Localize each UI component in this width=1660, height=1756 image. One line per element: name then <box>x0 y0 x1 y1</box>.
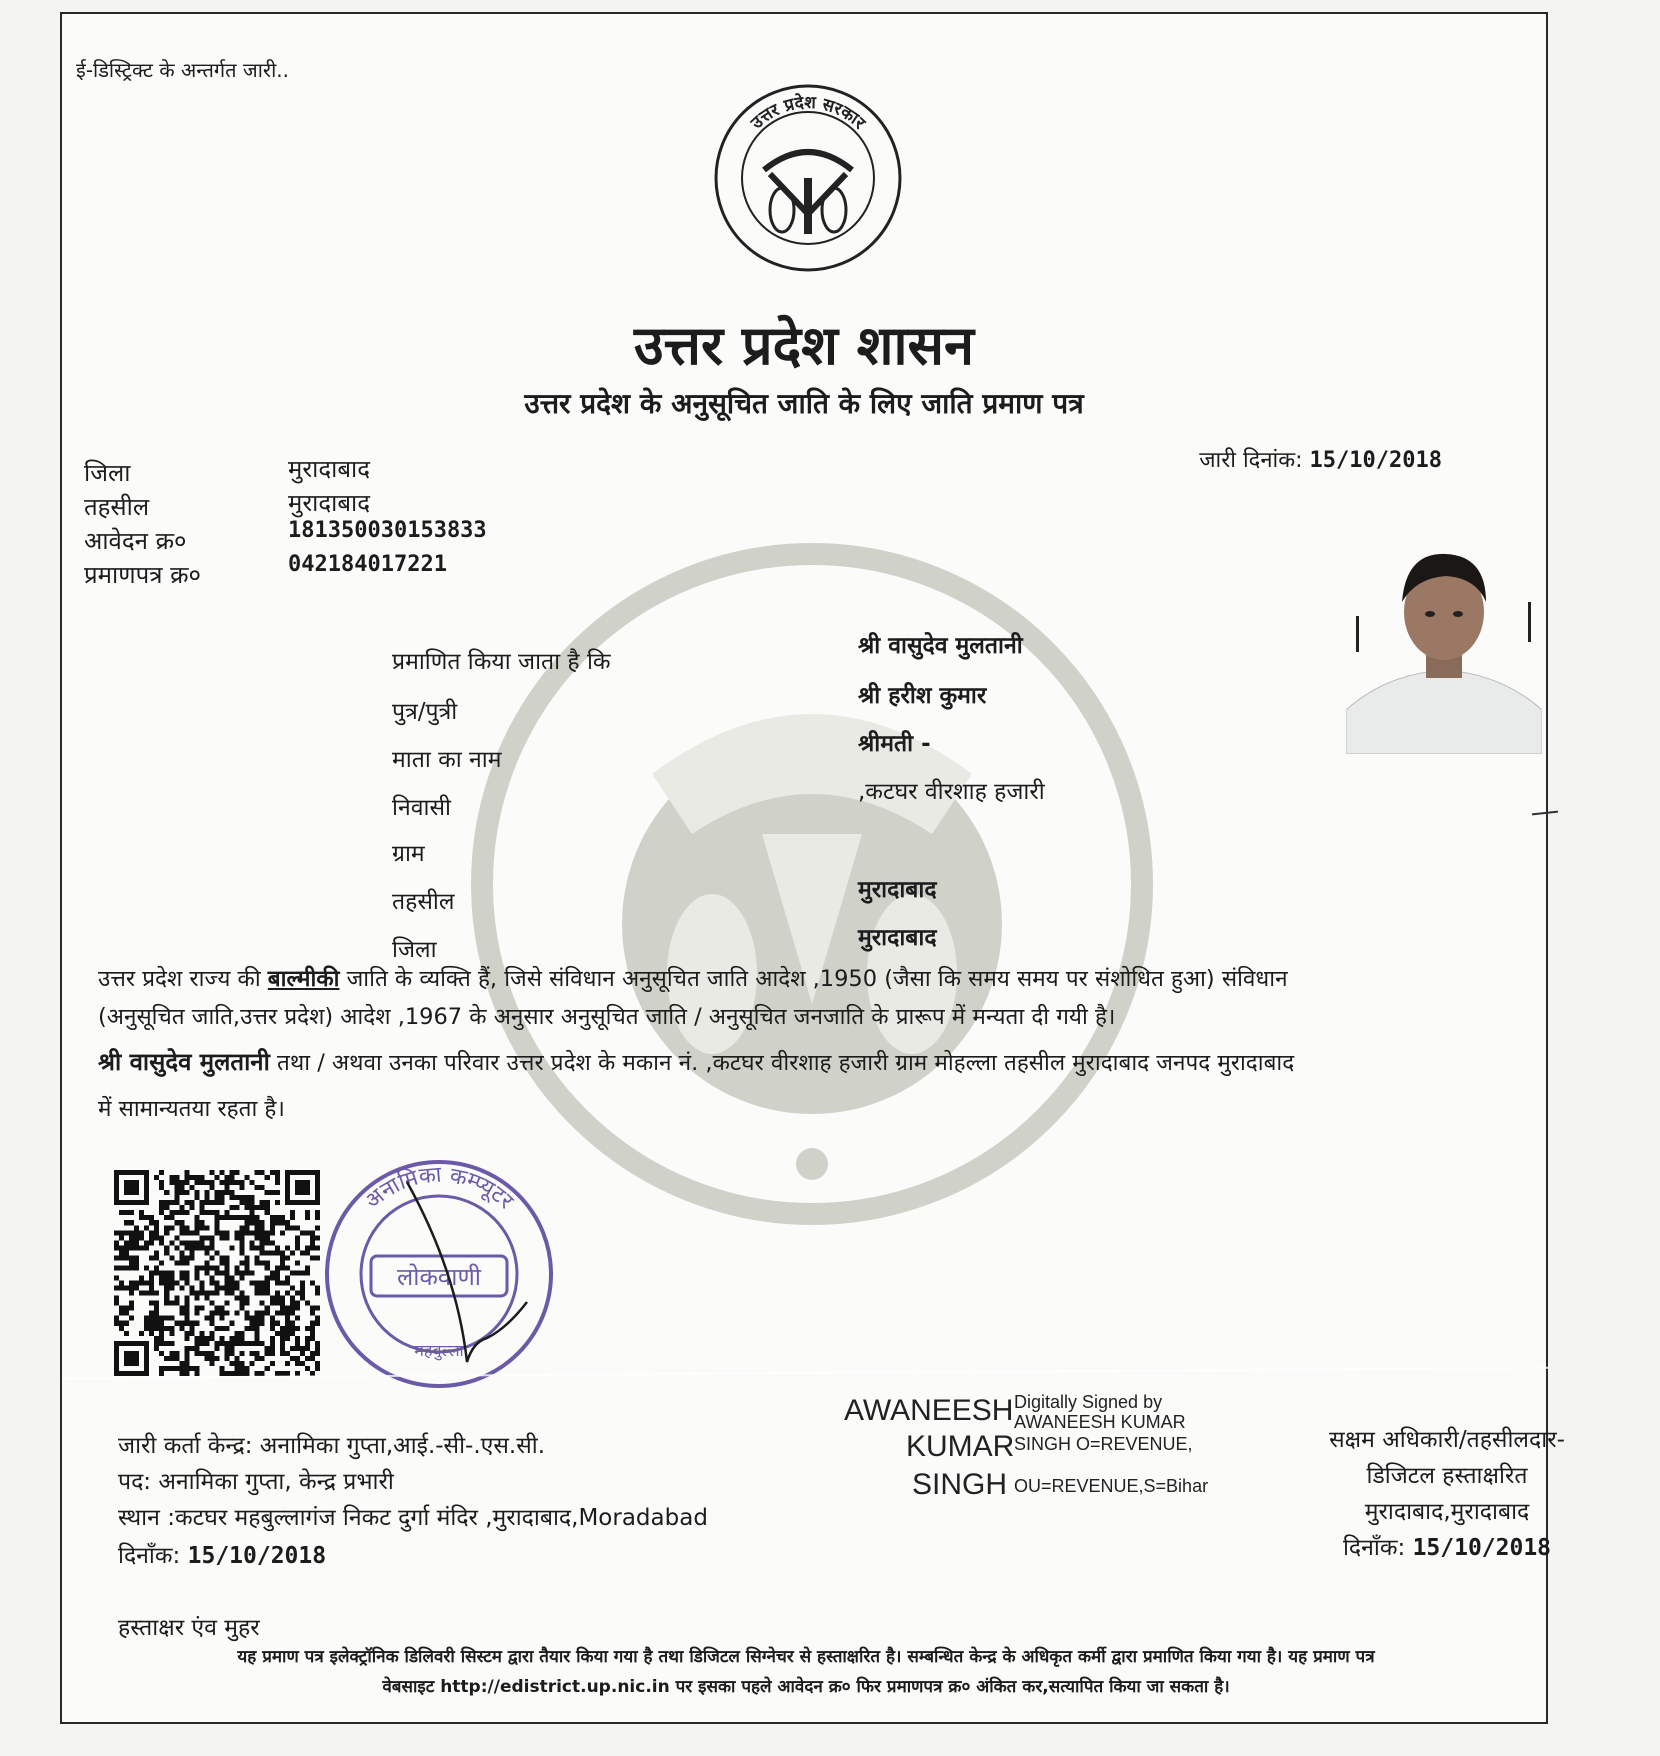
issue-date-value: 15/10/2018 <box>1309 448 1442 473</box>
detail-label-village: ग्राम <box>392 841 425 867</box>
photo-mark <box>1532 811 1558 816</box>
issuer-date: दिनाँक: 15/10/2018 <box>118 1543 327 1569</box>
signature-seal-label: हस्ताक्षर एंव मुहर <box>118 1615 260 1641</box>
detail-label-tehsil: तहसील <box>392 889 455 915</box>
detail-value-name: श्री वासुदेव मुलतानी <box>858 633 1023 659</box>
digital-signature: AWANEESH KUMAR SINGH Digitally Signed by AWANEESH KUMAR SINGH O=REVENUE, OU=REVENUE,S=Bihar <box>844 1392 1209 1501</box>
caste-name: बाल्मीकी <box>267 966 340 992</box>
meta-label-application-no: आवेदन क्र० <box>84 527 187 555</box>
center-seal-stamp <box>317 1152 561 1396</box>
authority-title: सक्षम अधिकारी/तहसीलदार- <box>1329 1427 1565 1453</box>
body-line-3: श्री वासुदेव मुलतानी तथा / अथवा उनका परिवार उत्तर प्रदेश के मकान नं. ,कटघर वीरशाह हजारी ग्राम मोहल्ला तहसील मुरादाबाद जनपद मुरादाबाद <box>98 1048 1295 1076</box>
meta-value-certificate-no: 042184017221 <box>288 552 447 577</box>
meta-value-district: मुरादाबाद <box>288 455 371 483</box>
certificate-subtitle: उत्तर प्रदेश के अनुसूचित जाति के लिए जाति प्रमाण पत्र <box>524 387 1084 420</box>
detail-value-resident: ,कटघर वीरशाह हजारी <box>858 779 1045 805</box>
up-government-emblem <box>712 82 904 274</box>
detail-value-tehsil: मुरादाबाद <box>858 877 937 903</box>
authority-digital: डिजिटल हस्ताक्षरित <box>1366 1463 1528 1489</box>
body-line-1: उत्तर प्रदेश राज्य की बाल्मीकी जाति के व्यक्ति हैं, जिसे संविधान अनुसूचित जाति आदेश ,1950 (जैसा कि समय समय पर संशोधित हुआ) संविधान <box>98 966 1288 992</box>
svg-text:उत्तर प्रदेश सरकार: उत्तर प्रदेश सरकार <box>747 92 870 134</box>
meta-value-tehsil: मुरादाबाद <box>288 489 371 517</box>
svg-text:महबुल्ला: महबुल्ला <box>414 1341 464 1360</box>
body-line-2: (अनुसूचित जाति,उत्तर प्रदेश) आदेश ,1967 के अनुसार अनुसूचित जाति / अनुसूचित जनजाति के प्रारूप में मन्यता दी गयी है। <box>98 1004 1116 1030</box>
svg-text:अनामिका कम्प्यूटर: अनामिका कम्प्यूटर <box>360 1162 518 1215</box>
meta-label-district: जिला <box>84 459 131 487</box>
meta-label-tehsil: तहसील <box>84 493 150 521</box>
svg-text:लोकवाणी: लोकवाणी <box>396 1263 482 1291</box>
body-holder-name: श्री वासुदेव मुलतानी <box>98 1048 270 1076</box>
qr-code <box>114 1170 320 1376</box>
detail-label-district: जिला <box>392 937 437 963</box>
issuer-center: जारी कर्ता केन्द्र: अनामिका गुप्ता,आई.-सी-.एस.सी. <box>118 1433 546 1459</box>
body-line-4: में सामान्यतया रहता है। <box>98 1096 285 1122</box>
issue-date <box>1199 444 1442 474</box>
certificate-title: उत्तर प्रदेश शासन <box>634 313 974 377</box>
detail-value-district: मुरादाबाद <box>858 925 937 951</box>
meta-label-certificate-no: प्रमाणपत्र क्र० <box>84 561 201 589</box>
header-note: ई-डिस्ट्रिक्ट के अन्तर्गत जारी.. <box>76 58 289 82</box>
issuer-post: पद: अनामिका गुप्ता, केन्द्र प्रभारी <box>118 1469 394 1495</box>
authority-date: दिनाँक: 15/10/2018 <box>1342 1535 1552 1561</box>
certificate-sheet <box>60 12 1565 1724</box>
issuer-place: स्थान :कटघर महबुल्लागंज निकट दुर्गा मंदिर ,मुरादाबाद,Moradabad <box>118 1505 708 1531</box>
authority-location: मुरादाबाद,मुरादाबाद <box>1364 1499 1530 1525</box>
applicant-photo <box>1346 542 1542 754</box>
detail-label-resident: निवासी <box>392 795 451 821</box>
meta-value-application-no: 181350030153833 <box>288 518 487 543</box>
detail-label-certified: प्रमाणित किया जाता है कि <box>392 649 611 675</box>
watermark-emblem <box>462 534 1162 1234</box>
detail-label-son-daughter: पुत्र/पुत्री <box>392 699 458 725</box>
detail-label-mother: माता का नाम <box>392 747 502 773</box>
detail-value-father: श्री हरीश कुमार <box>858 683 987 709</box>
issue-date-label: जारी दिनांक: <box>1199 448 1303 473</box>
footer-line-1: यह प्रमाण पत्र इलेक्ट्रॉनिक डिलिवरी सिस्टम द्वारा तैयार किया गया है तथा डिजिटल सिग्नेचर से हस्ताक्षरित है। सम्बन्धित केन्द्र के अधिकृत कर्मी द्वारा प्रमाणित किया गया है। यह प्रमाण पत्र <box>237 1647 1375 1667</box>
detail-value-mother: श्रीमती - <box>858 731 931 757</box>
footer-line-2: वेबसाइट http://edistrict.up.nic.in पर इसका पहले आवेदन क्र० फिर प्रमाणपत्र क्र० अंकित कर,सत्यापित किया जा सकता है। <box>382 1677 1230 1697</box>
